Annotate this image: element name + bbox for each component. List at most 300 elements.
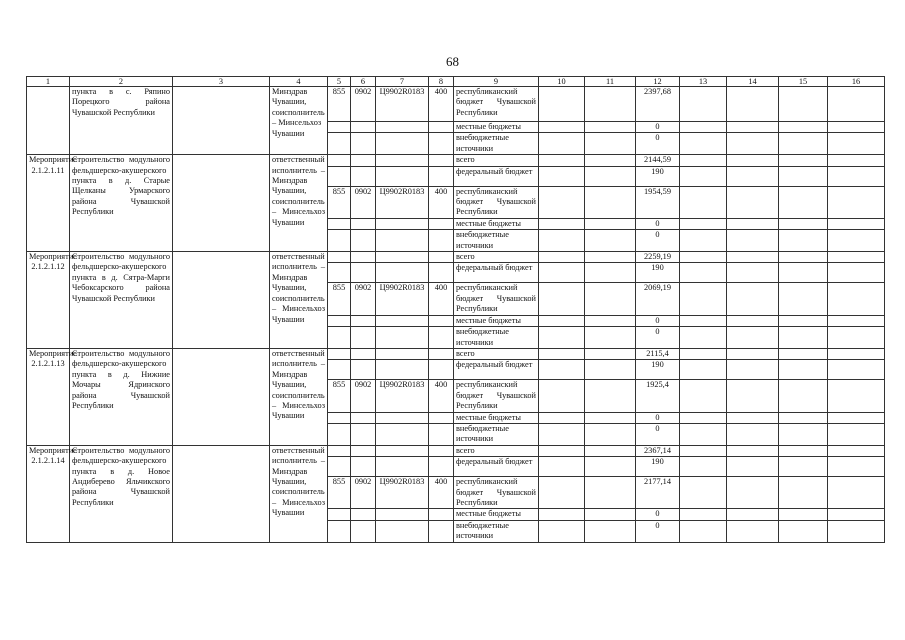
col-16-cell — [828, 315, 885, 326]
section-code — [351, 423, 376, 445]
measure-code: Мероприятие 2.1.2.1.14 — [27, 445, 70, 542]
col-14-cell — [727, 263, 779, 283]
col-14-cell — [727, 252, 779, 263]
col-14-cell — [727, 133, 779, 155]
source-label: местные бюджеты — [454, 218, 539, 229]
executor-cell: ответственный исполнитель – Минздрав Чувашии, соисполнитель – Минсельхоз Чувашии — [270, 155, 328, 252]
col-3-cell — [173, 87, 270, 155]
expense-code — [429, 445, 454, 456]
table-row — [27, 87, 885, 122]
col-16-cell — [828, 457, 885, 477]
amount-cell: 0 — [636, 218, 680, 229]
col-14-cell — [727, 283, 779, 315]
target-code — [376, 133, 429, 155]
amount-cell: 1925,4 — [636, 380, 680, 412]
source-label: всего — [454, 155, 539, 166]
target-code — [376, 263, 429, 283]
column-number-2: 2 — [70, 77, 173, 87]
expense-code — [429, 155, 454, 166]
section-code — [351, 445, 376, 456]
expense-code — [429, 263, 454, 283]
column-number-9: 9 — [454, 77, 539, 87]
section-code: 0902 — [351, 87, 376, 122]
target-code: Ц9902R0183 — [376, 87, 429, 122]
source-label: внебюджетные источники — [454, 423, 539, 445]
target-code — [376, 445, 429, 456]
expense-code: 400 — [429, 283, 454, 315]
expense-code — [429, 360, 454, 380]
col-13-cell — [680, 122, 727, 133]
target-code — [376, 315, 429, 326]
target-code — [376, 423, 429, 445]
col-15-cell — [779, 230, 828, 252]
col-13-cell — [680, 520, 727, 542]
table-row — [27, 348, 885, 359]
col-14-cell — [727, 218, 779, 229]
col-13-cell — [680, 423, 727, 445]
col-14-cell — [727, 509, 779, 520]
col-14-cell — [727, 457, 779, 477]
col-11-cell — [585, 87, 636, 122]
column-number-3: 3 — [173, 77, 270, 87]
section-code — [351, 348, 376, 359]
col-10-cell — [539, 87, 585, 122]
executor-cell: ответственный исполнитель – Минздрав Чувашии, соисполнитель – Минсельхоз Чувашии — [270, 348, 328, 445]
source-label: республиканский бюджет Чувашской Республики — [454, 283, 539, 315]
grbs-code — [328, 218, 351, 229]
col-13-cell — [680, 477, 727, 509]
col-14-cell — [727, 380, 779, 412]
col-10-cell — [539, 509, 585, 520]
expense-code: 400 — [429, 477, 454, 509]
grbs-code — [328, 360, 351, 380]
col-11-cell — [585, 327, 636, 349]
col-15-cell — [779, 155, 828, 166]
col-11-cell — [585, 509, 636, 520]
col-13-cell — [680, 87, 727, 122]
source-label: местные бюджеты — [454, 412, 539, 423]
col-13-cell — [680, 509, 727, 520]
amount-cell: 0 — [636, 315, 680, 326]
col-16-cell — [828, 520, 885, 542]
col-15-cell — [779, 520, 828, 542]
col-11-cell — [585, 412, 636, 423]
col-13-cell — [680, 263, 727, 283]
col-13-cell — [680, 186, 727, 218]
expense-code — [429, 230, 454, 252]
amount-cell: 2397,68 — [636, 87, 680, 122]
col-10-cell — [539, 166, 585, 186]
expense-code — [429, 412, 454, 423]
col-11-cell — [585, 477, 636, 509]
col-16-cell — [828, 380, 885, 412]
col-10-cell — [539, 155, 585, 166]
column-number-7: 7 — [376, 77, 429, 87]
section-code: 0902 — [351, 380, 376, 412]
source-label: федеральный бюджет — [454, 166, 539, 186]
expense-code — [429, 327, 454, 349]
col-14-cell — [727, 520, 779, 542]
target-code: Ц9902R0183 — [376, 186, 429, 218]
col-14-cell — [727, 423, 779, 445]
column-number-6: 6 — [351, 77, 376, 87]
section-code — [351, 230, 376, 252]
source-label: федеральный бюджет — [454, 360, 539, 380]
grbs-code: 855 — [328, 477, 351, 509]
source-label: внебюджетные источники — [454, 327, 539, 349]
col-11-cell — [585, 360, 636, 380]
col-13-cell — [680, 218, 727, 229]
column-number-4: 4 — [270, 77, 328, 87]
target-code — [376, 360, 429, 380]
col-16-cell — [828, 218, 885, 229]
expense-code: 400 — [429, 186, 454, 218]
col-3-cell — [173, 252, 270, 349]
col-16-cell — [828, 327, 885, 349]
grbs-code — [328, 122, 351, 133]
col-15-cell — [779, 360, 828, 380]
table-row — [27, 77, 885, 87]
measure-description: Строительство модульного фельдшерско-акушерского пункта в д. Старые Щелканы Урмарского района Чувашской Республики — [70, 155, 173, 252]
col-16-cell — [828, 263, 885, 283]
grbs-code — [328, 520, 351, 542]
amount-cell: 2144,59 — [636, 155, 680, 166]
col-10-cell — [539, 133, 585, 155]
target-code — [376, 230, 429, 252]
target-code — [376, 166, 429, 186]
measure-description: Строительство модульного фельдшерско-акушерского пункта в д. Новое Андиберево Яльчикского района Чувашской Республики — [70, 445, 173, 542]
col-15-cell — [779, 263, 828, 283]
grbs-code — [328, 412, 351, 423]
expense-code: 400 — [429, 87, 454, 122]
col-14-cell — [727, 166, 779, 186]
col-11-cell — [585, 230, 636, 252]
col-11-cell — [585, 423, 636, 445]
source-label: внебюджетные источники — [454, 520, 539, 542]
col-11-cell — [585, 315, 636, 326]
col-11-cell — [585, 218, 636, 229]
col-11-cell — [585, 380, 636, 412]
section-code — [351, 457, 376, 477]
col-15-cell — [779, 477, 828, 509]
section-code — [351, 133, 376, 155]
col-15-cell — [779, 315, 828, 326]
col-16-cell — [828, 360, 885, 380]
col-15-cell — [779, 457, 828, 477]
measure-description: Строительство модульного фельдшерско-акушерского пункта в д. Сятра-Марги Чебоксарского района Чувашской Республики — [70, 252, 173, 349]
col-16-cell — [828, 252, 885, 263]
col-15-cell — [779, 348, 828, 359]
col-10-cell — [539, 315, 585, 326]
col-13-cell — [680, 315, 727, 326]
col-16-cell — [828, 348, 885, 359]
column-number-11: 11 — [585, 77, 636, 87]
expense-code — [429, 133, 454, 155]
source-label: федеральный бюджет — [454, 263, 539, 283]
col-13-cell — [680, 155, 727, 166]
col-10-cell — [539, 327, 585, 349]
col-14-cell — [727, 230, 779, 252]
col-13-cell — [680, 252, 727, 263]
section-code — [351, 315, 376, 326]
col-10-cell — [539, 230, 585, 252]
col-3-cell — [173, 348, 270, 445]
section-code — [351, 218, 376, 229]
amount-cell: 2367,14 — [636, 445, 680, 456]
col-10-cell — [539, 348, 585, 359]
target-code — [376, 122, 429, 133]
col-13-cell — [680, 380, 727, 412]
col-15-cell — [779, 218, 828, 229]
grbs-code — [328, 155, 351, 166]
col-11-cell — [585, 263, 636, 283]
col-16-cell — [828, 509, 885, 520]
col-10-cell — [539, 477, 585, 509]
column-number-5: 5 — [328, 77, 351, 87]
col-13-cell — [680, 166, 727, 186]
col-16-cell — [828, 155, 885, 166]
col-10-cell — [539, 186, 585, 218]
col-10-cell — [539, 520, 585, 542]
col-13-cell — [680, 348, 727, 359]
source-label: местные бюджеты — [454, 509, 539, 520]
measure-code: Мероприятие 2.1.2.1.13 — [27, 348, 70, 445]
expense-code — [429, 252, 454, 263]
col-15-cell — [779, 133, 828, 155]
expense-code — [429, 457, 454, 477]
col-11-cell — [585, 166, 636, 186]
col-15-cell — [779, 87, 828, 122]
amount-cell: 0 — [636, 412, 680, 423]
col-11-cell — [585, 445, 636, 456]
col-11-cell — [585, 155, 636, 166]
col-14-cell — [727, 327, 779, 349]
amount-cell: 0 — [636, 327, 680, 349]
col-15-cell — [779, 252, 828, 263]
col-10-cell — [539, 360, 585, 380]
grbs-code — [328, 348, 351, 359]
executor-cell: ответственный исполнитель – Минздрав Чувашии, соисполнитель – Минсельхоз Чувашии — [270, 445, 328, 542]
target-code — [376, 348, 429, 359]
source-label: всего — [454, 348, 539, 359]
col-11-cell — [585, 252, 636, 263]
column-number-8: 8 — [429, 77, 454, 87]
expense-code — [429, 509, 454, 520]
target-code: Ц9902R0183 — [376, 477, 429, 509]
amount-cell: 190 — [636, 263, 680, 283]
col-16-cell — [828, 283, 885, 315]
grbs-code — [328, 423, 351, 445]
col-10-cell — [539, 252, 585, 263]
page-number: 68 — [446, 54, 459, 69]
amount-cell: 190 — [636, 166, 680, 186]
column-number-13: 13 — [680, 77, 727, 87]
target-code — [376, 155, 429, 166]
col-15-cell — [779, 412, 828, 423]
col-10-cell — [539, 457, 585, 477]
col-15-cell — [779, 423, 828, 445]
col-11-cell — [585, 122, 636, 133]
amount-cell: 2115,4 — [636, 348, 680, 359]
col-16-cell — [828, 423, 885, 445]
col-13-cell — [680, 457, 727, 477]
column-number-10: 10 — [539, 77, 585, 87]
target-code — [376, 457, 429, 477]
source-label: республиканский бюджет Чувашской Республики — [454, 87, 539, 122]
source-label: внебюджетные источники — [454, 230, 539, 252]
column-number-1: 1 — [27, 77, 70, 87]
col-15-cell — [779, 509, 828, 520]
target-code: Ц9902R0183 — [376, 380, 429, 412]
section-code — [351, 509, 376, 520]
grbs-code — [328, 133, 351, 155]
section-code — [351, 360, 376, 380]
grbs-code — [328, 509, 351, 520]
target-code — [376, 327, 429, 349]
expense-code — [429, 218, 454, 229]
table-row — [27, 155, 885, 166]
col-11-cell — [585, 186, 636, 218]
col-15-cell — [779, 445, 828, 456]
col-3-cell — [173, 445, 270, 542]
expense-code: 400 — [429, 380, 454, 412]
col-10-cell — [539, 283, 585, 315]
amount-cell: 0 — [636, 520, 680, 542]
section-code — [351, 166, 376, 186]
executor-cell: Минздрав Чувашии, соисполнитель – Минсельхоз Чувашии — [270, 87, 328, 155]
col-16-cell — [828, 186, 885, 218]
col-11-cell — [585, 348, 636, 359]
section-code — [351, 520, 376, 542]
grbs-code — [328, 445, 351, 456]
col-15-cell — [779, 122, 828, 133]
col-11-cell — [585, 520, 636, 542]
col-14-cell — [727, 360, 779, 380]
column-number-16: 16 — [828, 77, 885, 87]
source-label: всего — [454, 445, 539, 456]
section-code — [351, 122, 376, 133]
measure-description: Строительство модульного фельдшерско-акушерского пункта в д. Нижние Мочары Ядринского района Чувашской Республики — [70, 348, 173, 445]
col-14-cell — [727, 87, 779, 122]
target-code — [376, 252, 429, 263]
col-13-cell — [680, 412, 727, 423]
amount-cell: 0 — [636, 122, 680, 133]
col-3-cell — [173, 155, 270, 252]
source-label: местные бюджеты — [454, 122, 539, 133]
col-15-cell — [779, 166, 828, 186]
col-13-cell — [680, 283, 727, 315]
budget-table — [26, 76, 885, 543]
expense-code — [429, 423, 454, 445]
col-13-cell — [680, 230, 727, 252]
amount-cell: 0 — [636, 230, 680, 252]
measure-description: пункта в с. Ряпино Порецкого района Чувашской Республики — [70, 87, 173, 155]
source-label: местные бюджеты — [454, 315, 539, 326]
col-15-cell — [779, 327, 828, 349]
measure-code: Мероприятие 2.1.2.1.11 — [27, 155, 70, 252]
col-16-cell — [828, 477, 885, 509]
col-10-cell — [539, 380, 585, 412]
grbs-code — [328, 315, 351, 326]
col-10-cell — [539, 122, 585, 133]
col-14-cell — [727, 122, 779, 133]
col-11-cell — [585, 457, 636, 477]
col-10-cell — [539, 263, 585, 283]
col-15-cell — [779, 283, 828, 315]
col-10-cell — [539, 445, 585, 456]
section-code: 0902 — [351, 477, 376, 509]
col-14-cell — [727, 155, 779, 166]
col-16-cell — [828, 412, 885, 423]
section-code — [351, 412, 376, 423]
col-16-cell — [828, 133, 885, 155]
amount-cell: 2177,14 — [636, 477, 680, 509]
expense-code — [429, 315, 454, 326]
col-13-cell — [680, 445, 727, 456]
target-code — [376, 520, 429, 542]
section-code: 0902 — [351, 283, 376, 315]
expense-code — [429, 520, 454, 542]
col-11-cell — [585, 133, 636, 155]
source-label: республиканский бюджет Чувашской Республики — [454, 186, 539, 218]
amount-cell: 2069,19 — [636, 283, 680, 315]
grbs-code — [328, 230, 351, 252]
expense-code — [429, 122, 454, 133]
section-code — [351, 252, 376, 263]
col-16-cell — [828, 445, 885, 456]
executor-cell: ответственный исполнитель – Минздрав Чувашии, соисполнитель – Минсельхоз Чувашии — [270, 252, 328, 349]
measure-code-cell — [27, 87, 70, 155]
col-14-cell — [727, 445, 779, 456]
column-number-12: 12 — [636, 77, 680, 87]
col-14-cell — [727, 186, 779, 218]
col-15-cell — [779, 380, 828, 412]
source-label: республиканский бюджет Чувашской Республики — [454, 380, 539, 412]
expense-code — [429, 348, 454, 359]
source-label: внебюджетные источники — [454, 133, 539, 155]
col-11-cell — [585, 283, 636, 315]
col-14-cell — [727, 477, 779, 509]
col-14-cell — [727, 348, 779, 359]
target-code — [376, 509, 429, 520]
col-16-cell — [828, 87, 885, 122]
measure-code: Мероприятие 2.1.2.1.12 — [27, 252, 70, 349]
col-10-cell — [539, 218, 585, 229]
amount-cell: 190 — [636, 457, 680, 477]
amount-cell: 190 — [636, 360, 680, 380]
section-code — [351, 155, 376, 166]
section-code: 0902 — [351, 186, 376, 218]
grbs-code — [328, 327, 351, 349]
grbs-code: 855 — [328, 87, 351, 122]
grbs-code: 855 — [328, 283, 351, 315]
source-label: всего — [454, 252, 539, 263]
col-14-cell — [727, 412, 779, 423]
target-code — [376, 412, 429, 423]
column-number-15: 15 — [779, 77, 828, 87]
grbs-code — [328, 166, 351, 186]
amount-cell: 0 — [636, 423, 680, 445]
grbs-code — [328, 252, 351, 263]
section-code — [351, 263, 376, 283]
expense-code — [429, 166, 454, 186]
grbs-code — [328, 457, 351, 477]
grbs-code: 855 — [328, 380, 351, 412]
amount-cell: 1954,59 — [636, 186, 680, 218]
amount-cell: 0 — [636, 509, 680, 520]
amount-cell: 2259,19 — [636, 252, 680, 263]
column-number-14: 14 — [727, 77, 779, 87]
